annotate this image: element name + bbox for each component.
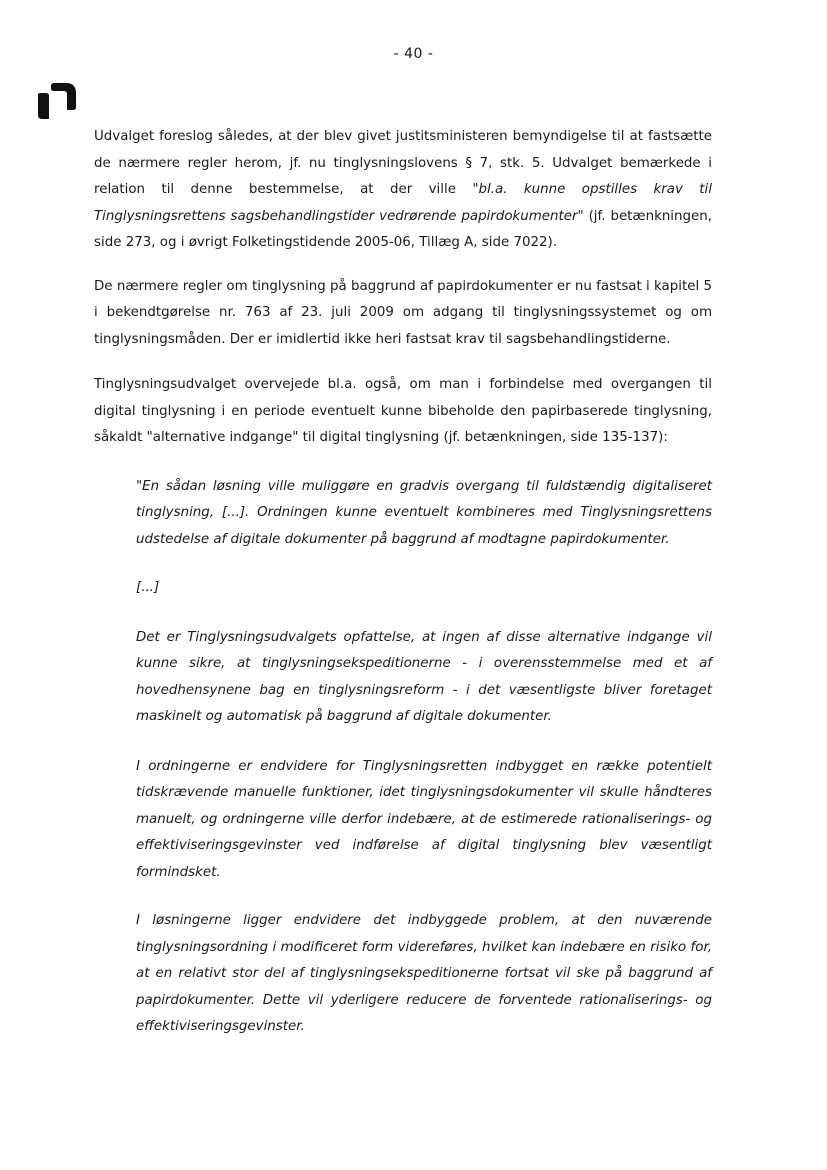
paragraph: De nærmere regler om tinglysning på baggrund af papirdokumenter er nu fastsat i kapitel 5 i bekendtgørelse nr. 763 af 23. juli 2009 om adgang til tinglysningssystemet og om tinglysningsmåden. Der er imidlertid ikke heri fastsat krav til sagsbehandlingstiderne.: [94, 278, 712, 347]
block-quote-paragraph: [136, 474, 712, 554]
paragraph-quote-text: bl.a. kunne opstilles krav til Tinglysningsrettens sagsbehandlingstider vedrørende papirdokumenter: [94, 182, 712, 224]
paragraph-text: " (jf. betænkningen, side 273, og i øvrigt Folketingstidende 2005-06, Tillæg A, side 7022).: [94, 208, 712, 250]
block-quote-paragraph: I løsningerne ligger endvidere det indbyggede problem, at den nuværende tinglysningsordning i modificeret form videreføres, hvilket kan indebære en risiko for, at en relativt stor del af tinglysningsekspeditionerne fortsat vil ske på baggrund af papirdokumenter. Dette vil yderligere reducere de forventede rationaliserings- og effektiviseringsgevinster.: [136, 913, 712, 1034]
page-number: - 40 -: [393, 46, 434, 62]
block-quote-paragraph: [...]: [136, 580, 160, 595]
paragraph: Tinglysningsudvalget overvejede bl.a. også, om man i forbindelse med overgangen til digital tinglysning i en periode eventuelt kunne bibeholde den papirbaserede tinglysning, såkaldt "alternative indgange" til digital tinglysning (jf. betænkningen, side 135-137):: [94, 377, 712, 445]
domstolsstyrelsen-logo-icon: [36, 82, 78, 120]
block-quote-paragraph: I ordningerne er endvidere for Tinglysningsretten indbygget en række potentielt tidskrævende manuelle funktioner, idet tinglysningsdokumenter vil skulle håndteres manuelt, og ordningerne ville derfor indebære, at de estimerede rationaliserings- og effektiviseringsgevinster ved indførelse af digital tinglysning blev væsentligt formindsket.: [136, 758, 712, 880]
quote-mark: ": [136, 478, 143, 494]
block-quote-paragraph: Det er Tinglysningsudvalgets opfattelse, at ingen af disse alternative indgange vil kunne sikre, at tinglysningsekspeditionerne - i overensstemmelse med et af hovedhensynene bag en tinglysningsreform - i det væsentligste bliver foretaget maskinelt og automatisk på baggrund af digitale dokumenter.: [136, 629, 712, 724]
quote-text: En sådan løsning ville muliggøre en gradvis overgang til fuldstændig digitaliseret tinglysning, [...]. Ordningen kunne eventuelt kombineres med Tinglysningsrettens udstedelse af digitale dokumenter på baggrund af modtagne papirdokumenter.: [136, 478, 712, 547]
paragraph: [94, 124, 712, 257]
paragraph-text: Udvalget foreslog således, at der blev givet justitsministeren bemyndigelse til at fastsætte de nærmere regler herom, jf. nu tinglysningslovens § 7, stk. 5. Udvalget bemærkede i relation til denne bestemmelse, at der ville ": [94, 129, 712, 197]
document-body: [94, 124, 712, 1041]
